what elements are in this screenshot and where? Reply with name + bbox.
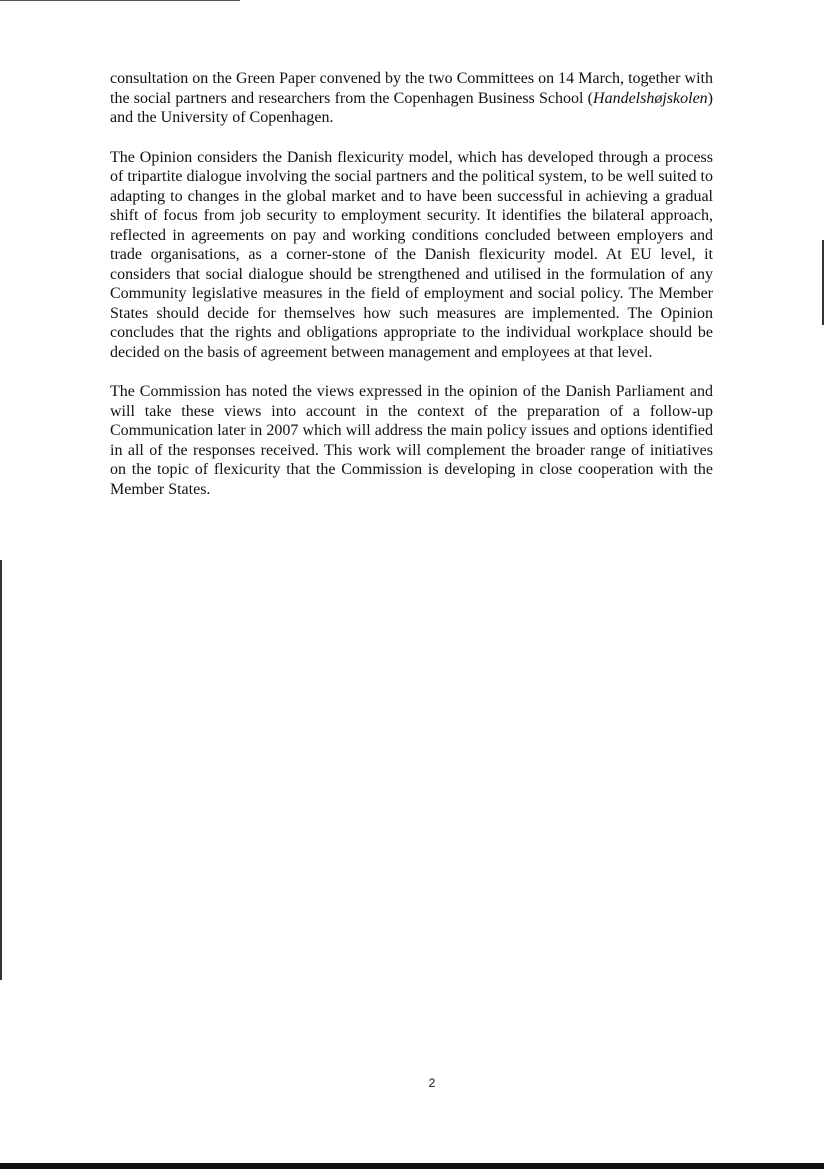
paragraph-consultation bbox=[110, 69, 713, 128]
bottom-rule bbox=[0, 1163, 824, 1169]
paragraph-consultation-text-start: consultation on the Green Paper convened by the two Committees on 14 March, together with the social partners and researchers from the Copenhagen Business School ( bbox=[110, 70, 713, 107]
paragraph-commission: The Commission has noted the views expressed in the opinion of the Danish Parliament and will take these views into account in the context of the preparation of a follow-up Communication later in 2007 which will address the main policy issues and options identified in all of the responses received. This work will complement the broader range of initiatives on the topic of flexicurity that the Commission is developing in close cooperation with the Member States. bbox=[110, 383, 713, 498]
page-number: 2 bbox=[428, 1076, 436, 1090]
paragraph-consultation-text-end: ) and the University of Copenhagen. bbox=[110, 89, 713, 126]
institution-name-italic: Handelshøjskolen bbox=[593, 89, 708, 107]
paragraph-opinion: The Opinion considers the Danish flexicurity model, which has developed through a process of tripartite dialogue involving the social partners and the political system, to be well suited to adapting to changes in the global market and to have been successful in achieving a gradual shift of focus from job security to employment security. It identifies the bilateral approach, reflected in agreements on pay and working conditions concluded between employers and trade organisations, as a corner-stone of the Danish flexicurity model. At EU level, it considers that social dialogue should be strengthened and utilised in the formulation of any Community legislative measures in the field of employment and social policy. The Member States should decide for themselves how such measures are implemented. The Opinion concludes that the rights and obligations appropriate to the individual workplace should be decided on the basis of agreement between management and employees at that level. bbox=[110, 148, 713, 361]
scan-edge-left bbox=[0, 560, 2, 980]
document-body bbox=[110, 69, 713, 519]
top-rule bbox=[0, 0, 240, 1]
